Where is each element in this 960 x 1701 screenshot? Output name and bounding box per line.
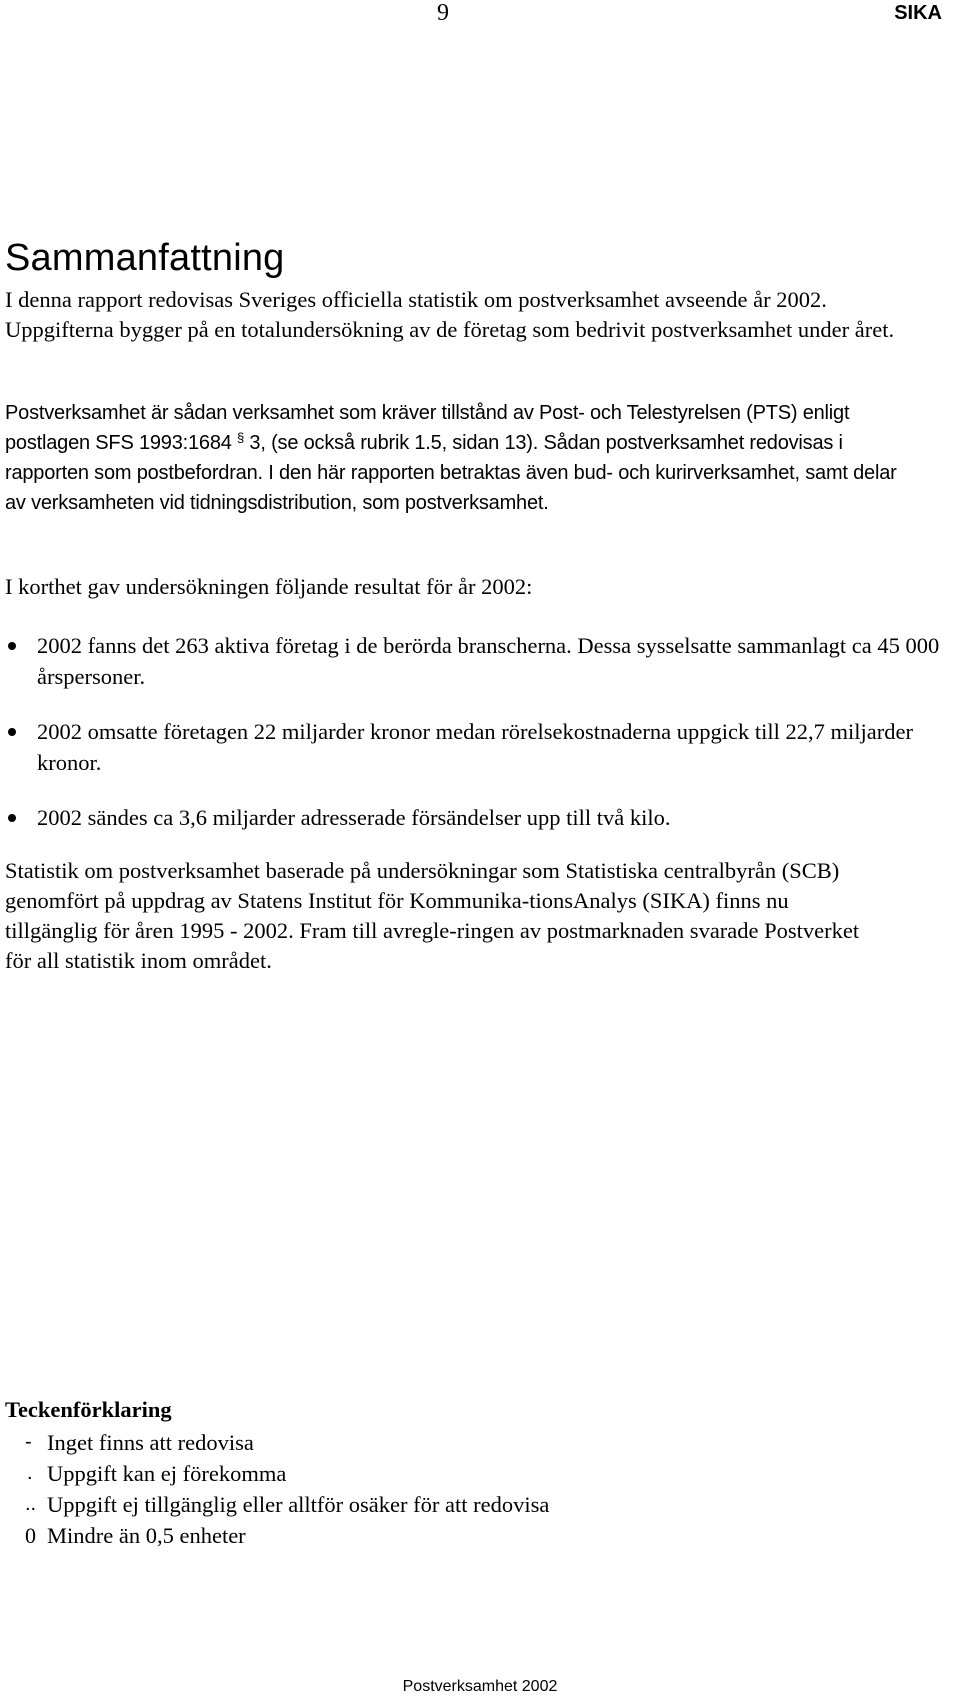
legend-description: Inget finns att redovisa: [47, 1430, 254, 1455]
legend-description: Uppgift kan ej förekomma: [47, 1461, 287, 1486]
legend-description: Uppgift ej tillgänglig eller alltför osäker för att redovisa: [47, 1492, 550, 1517]
legend-symbol: .: [27, 1462, 33, 1484]
legend-item: [5, 1520, 905, 1551]
legend-symbol: -: [25, 1431, 32, 1453]
result-text: 2002 fanns det 263 aktiva företag i de berörda branscherna. Dessa sysselsatte sammanlagt ca 45 000 årspersoner.: [37, 633, 940, 689]
section-symbol: §: [237, 430, 245, 445]
legend-list: [5, 1427, 905, 1551]
definition-text-start: Postverksamhet är sådan verksamhet som kräver tillstånd av Post- och Telestyrelsen (PTS) enligt postlagen SFS 1993:1684: [5, 402, 850, 454]
intro-paragraph: I denna rapport redovisas Sveriges officiella statistik om postverksamhet avseende år 2002. Uppgifterna bygger på en totalundersökning av de företag som bedrivit postverksamhet under året.: [5, 287, 895, 342]
page-number: 9: [437, 0, 449, 26]
section-title: Sammanfattning: [5, 237, 285, 279]
bullet-icon: [8, 728, 16, 736]
bullet-icon: [8, 814, 16, 822]
result-text: 2002 omsatte företagen 22 miljarder kronor medan rörelsekostnaderna uppgick till 22,7 miljarder kronor.: [37, 719, 913, 775]
definition-paragraph: [5, 398, 910, 518]
result-item: [5, 630, 950, 692]
history-paragraph: Statistik om postverksamhet baserade på undersökningar som Statistiska centralbyrån (SCB) genomfört på uppdrag av Statens Institut för Kommunika-tionsAnalys (SIKA) finns nu tillgänglig för åren 1995 - 2002. Fram till avregle-ringen av postmarknaden svarade Postverket för all statistik inom området.: [5, 858, 860, 973]
organization-name: SIKA: [894, 2, 942, 24]
page-footer: Postverksamhet 2002: [402, 1678, 558, 1695]
legend-title: Teckenförklaring: [5, 1397, 172, 1422]
result-item: [5, 802, 950, 833]
legend-symbol: ..: [25, 1493, 37, 1515]
definition-text-end: 3, (se också rubrik 1.5, sidan 13). Sådan postverksamhet redovisas i rapporten som postbefordran. I den här rapporten betraktas även bud- och kurirverksamhet, samt delar av verksamheten vid tidningsdistribution, som postverksamhet.: [5, 432, 897, 514]
legend-item: [5, 1427, 905, 1458]
results-intro: I korthet gav undersökningen följande resultat för år 2002:: [5, 574, 533, 599]
result-text: 2002 sändes ca 3,6 miljarder adresserade försändelser upp till två kilo.: [37, 805, 671, 830]
legend-item: [5, 1489, 905, 1520]
result-item: [5, 716, 950, 778]
legend-symbol: 0: [25, 1523, 36, 1548]
legend-description: Mindre än 0,5 enheter: [47, 1523, 246, 1548]
bullet-icon: [8, 642, 16, 650]
legend-item: [5, 1458, 905, 1489]
